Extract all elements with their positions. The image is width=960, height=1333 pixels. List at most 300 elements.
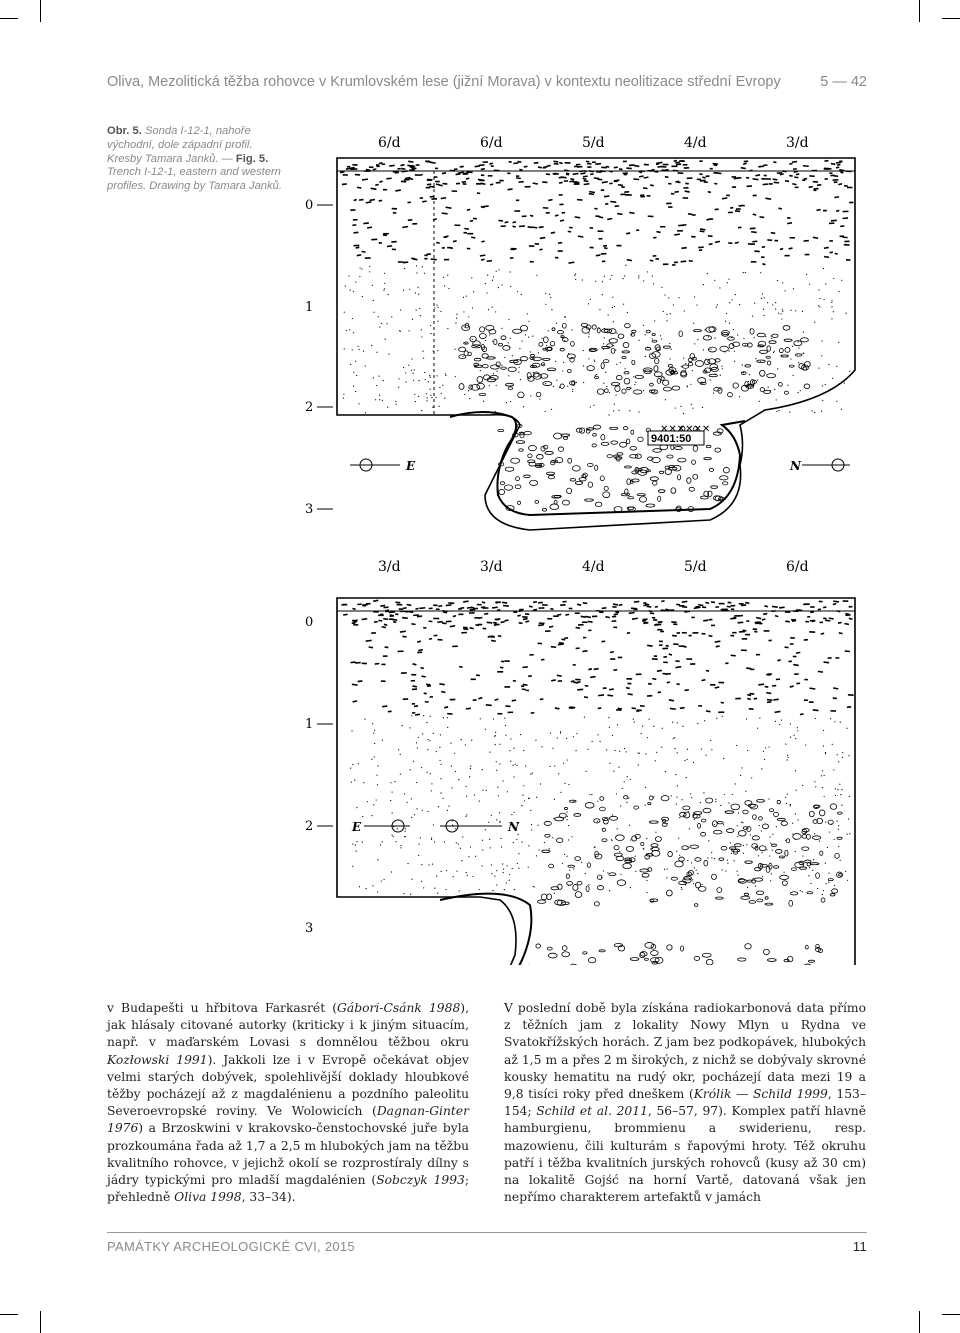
sediment-mark bbox=[510, 738, 511, 739]
sediment-mark bbox=[738, 831, 746, 837]
sediment-mark bbox=[774, 351, 775, 352]
sediment-mark bbox=[548, 200, 552, 201]
sediment-mark bbox=[427, 397, 428, 398]
sediment-mark bbox=[789, 248, 793, 249]
sediment-mark bbox=[810, 863, 819, 865]
sediment-mark bbox=[582, 279, 583, 280]
sediment-mark bbox=[714, 280, 715, 281]
sediment-mark bbox=[657, 670, 662, 671]
sediment-mark bbox=[754, 698, 757, 699]
sediment-mark bbox=[822, 787, 823, 788]
sediment-mark bbox=[430, 716, 431, 717]
sediment-mark bbox=[731, 853, 732, 854]
sediment-mark bbox=[601, 442, 609, 445]
sediment-mark bbox=[521, 805, 522, 806]
sediment-mark bbox=[605, 372, 606, 373]
sediment-mark bbox=[421, 767, 422, 768]
sediment-mark bbox=[430, 389, 431, 390]
sediment-mark bbox=[787, 757, 788, 758]
sediment-mark bbox=[406, 802, 407, 803]
sediment-mark bbox=[844, 382, 845, 383]
sediment-mark bbox=[566, 811, 567, 812]
sediment-mark bbox=[833, 278, 834, 279]
sediment-mark bbox=[752, 241, 757, 242]
sediment-mark bbox=[719, 858, 724, 861]
sediment-mark bbox=[743, 810, 748, 814]
sediment-mark bbox=[595, 375, 596, 376]
sediment-mark bbox=[615, 457, 622, 459]
sediment-mark bbox=[639, 411, 640, 412]
sediment-mark bbox=[622, 788, 623, 789]
sediment-mark bbox=[739, 304, 740, 305]
sediment-mark bbox=[498, 636, 501, 637]
sediment-mark bbox=[761, 852, 762, 853]
sediment-mark bbox=[560, 731, 561, 732]
sediment-mark bbox=[373, 600, 378, 601]
sediment-mark bbox=[482, 364, 488, 367]
sediment-mark bbox=[467, 209, 470, 210]
sediment-mark bbox=[352, 349, 353, 350]
sediment-mark bbox=[447, 275, 448, 276]
sediment-mark bbox=[656, 232, 660, 233]
sediment-mark bbox=[759, 350, 767, 353]
sediment-mark bbox=[780, 249, 783, 250]
sediment-mark bbox=[396, 404, 397, 405]
sediment-mark bbox=[741, 822, 742, 823]
sediment-mark bbox=[431, 397, 432, 398]
sediment-mark bbox=[634, 390, 642, 394]
sediment-mark bbox=[550, 341, 555, 345]
sediment-mark bbox=[448, 806, 449, 807]
sediment-mark bbox=[371, 815, 372, 816]
sediment-mark bbox=[672, 368, 673, 369]
sediment-mark bbox=[593, 405, 594, 406]
sediment-mark bbox=[493, 373, 494, 374]
sediment-mark bbox=[742, 364, 743, 365]
sediment-mark bbox=[430, 333, 431, 334]
sediment-mark bbox=[530, 215, 533, 216]
orientation-north bbox=[440, 820, 520, 834]
sediment-mark bbox=[357, 346, 358, 347]
sediment-mark bbox=[565, 614, 569, 615]
sediment-mark bbox=[834, 182, 838, 183]
sediment-mark bbox=[353, 291, 354, 292]
sediment-mark bbox=[787, 956, 792, 961]
sediment-mark bbox=[467, 875, 468, 876]
sediment-mark bbox=[405, 836, 406, 837]
sediment-mark bbox=[384, 288, 385, 289]
sediment-mark bbox=[785, 290, 786, 291]
sediment-mark bbox=[638, 275, 639, 276]
sediment-mark bbox=[363, 782, 364, 783]
sediment-mark bbox=[707, 857, 708, 858]
sediment-mark bbox=[605, 617, 609, 618]
sediment-mark bbox=[745, 365, 751, 367]
sediment-mark bbox=[492, 307, 493, 308]
sediment-mark bbox=[613, 410, 614, 411]
sediment-mark bbox=[523, 785, 524, 786]
sediment-mark bbox=[575, 217, 580, 218]
sediment-mark bbox=[678, 297, 679, 298]
sediment-mark bbox=[483, 401, 484, 402]
sediment-mark bbox=[840, 226, 844, 227]
sediment-mark bbox=[480, 370, 481, 371]
sediment-mark bbox=[463, 311, 464, 312]
sediment-mark bbox=[609, 727, 610, 728]
sediment-mark bbox=[468, 390, 469, 391]
sediment-mark bbox=[672, 722, 673, 723]
sediment-mark bbox=[706, 445, 711, 447]
sediment-mark bbox=[541, 894, 547, 900]
sediment-mark bbox=[790, 805, 791, 806]
sediment-mark bbox=[631, 430, 634, 434]
sediment-mark bbox=[534, 886, 535, 887]
sediment-mark bbox=[532, 227, 537, 228]
sediment-mark bbox=[683, 646, 687, 647]
sediment-mark bbox=[373, 732, 374, 733]
sediment-mark bbox=[352, 844, 353, 845]
sediment-mark bbox=[453, 241, 457, 242]
sediment-mark bbox=[600, 797, 604, 801]
sediment-mark bbox=[757, 899, 763, 902]
depth-label: 2 bbox=[305, 819, 314, 834]
sediment-mark bbox=[463, 297, 464, 298]
sediment-mark bbox=[814, 412, 815, 413]
sediment-mark bbox=[726, 829, 734, 833]
sediment-mark bbox=[767, 346, 771, 351]
sediment-mark bbox=[773, 866, 778, 869]
sediment-mark bbox=[714, 338, 715, 339]
sediment-mark bbox=[703, 808, 711, 813]
sediment-mark bbox=[612, 735, 613, 736]
sediment-mark bbox=[647, 606, 652, 607]
sediment-mark bbox=[421, 864, 422, 865]
column-label: 3/d bbox=[786, 135, 809, 151]
sediment-mark bbox=[678, 838, 679, 839]
sediment-mark bbox=[831, 306, 832, 307]
sediment-mark bbox=[564, 854, 565, 855]
sediment-mark bbox=[706, 671, 709, 672]
sediment-mark bbox=[418, 650, 423, 651]
sediment-mark bbox=[706, 798, 713, 803]
sediment-mark bbox=[757, 379, 758, 380]
sediment-mark bbox=[603, 870, 604, 871]
sediment-mark bbox=[763, 614, 767, 615]
sediment-mark bbox=[419, 308, 420, 309]
sediment-mark bbox=[759, 717, 760, 718]
sediment-mark bbox=[359, 276, 360, 277]
sediment-mark bbox=[790, 686, 794, 687]
sediment-mark bbox=[647, 645, 653, 646]
sediment-mark bbox=[582, 327, 590, 333]
sediment-mark bbox=[500, 667, 503, 668]
sediment-mark bbox=[667, 945, 672, 950]
sediment-mark bbox=[398, 387, 399, 388]
sediment-mark bbox=[509, 874, 510, 875]
sediment-mark bbox=[775, 711, 781, 712]
sediment-mark bbox=[466, 814, 467, 815]
sediment-mark bbox=[429, 740, 430, 741]
sediment-mark bbox=[787, 755, 788, 756]
sediment-mark bbox=[614, 853, 622, 856]
sediment-mark bbox=[416, 608, 419, 609]
sediment-mark bbox=[625, 489, 628, 495]
sediment-mark bbox=[572, 466, 580, 471]
sediment-mark bbox=[791, 868, 796, 871]
sediment-mark bbox=[398, 749, 399, 750]
sediment-mark bbox=[405, 828, 406, 829]
sediment-mark bbox=[488, 309, 489, 310]
sediment-mark bbox=[496, 819, 497, 820]
sediment-mark bbox=[518, 853, 519, 854]
sediment-mark bbox=[590, 299, 591, 300]
sediment-mark bbox=[756, 891, 764, 895]
sediment-mark bbox=[597, 734, 598, 735]
sediment-mark bbox=[847, 834, 848, 835]
sediment-mark bbox=[711, 486, 718, 489]
sediment-mark bbox=[713, 393, 714, 394]
sediment-mark bbox=[632, 618, 638, 619]
sediment-mark bbox=[802, 834, 807, 838]
sediment-mark bbox=[355, 391, 356, 392]
sediment-mark bbox=[715, 641, 721, 642]
sediment-mark bbox=[505, 735, 506, 736]
sediment-mark bbox=[439, 747, 440, 748]
sediment-mark bbox=[624, 275, 625, 276]
sediment-mark bbox=[437, 350, 438, 351]
sediment-mark bbox=[577, 604, 581, 605]
sediment-mark bbox=[510, 761, 511, 762]
crop-mark bbox=[919, 1311, 942, 1333]
text-run: , 33–34). bbox=[241, 1190, 296, 1205]
sediment-mark bbox=[477, 377, 483, 383]
sediment-mark bbox=[577, 689, 583, 690]
sediment-mark bbox=[551, 647, 556, 648]
sediment-mark bbox=[764, 315, 765, 316]
sediment-mark bbox=[656, 752, 657, 753]
sediment-mark bbox=[728, 350, 729, 351]
sediment-mark bbox=[602, 281, 603, 282]
sediment-mark bbox=[495, 699, 499, 700]
sediment-mark bbox=[737, 871, 738, 872]
sediment-mark bbox=[675, 192, 679, 193]
sediment-mark bbox=[489, 385, 490, 386]
sediment-mark bbox=[407, 605, 412, 606]
sediment-mark bbox=[568, 458, 572, 463]
sediment-mark bbox=[420, 837, 421, 838]
sediment-mark bbox=[439, 406, 440, 407]
sediment-mark bbox=[583, 952, 587, 954]
sediment-mark bbox=[403, 367, 404, 368]
sediment-mark bbox=[537, 454, 544, 459]
sediment-mark bbox=[741, 767, 742, 768]
sediment-mark bbox=[494, 876, 495, 877]
sediment-mark bbox=[704, 458, 712, 460]
sediment-mark bbox=[534, 372, 539, 377]
sediment-mark bbox=[809, 688, 815, 689]
sediment-mark bbox=[630, 887, 631, 888]
sediment-mark bbox=[413, 373, 414, 374]
sediment-mark bbox=[431, 783, 432, 784]
sediment-mark bbox=[554, 765, 555, 766]
figure-caption bbox=[107, 125, 287, 194]
sediment-mark bbox=[549, 626, 553, 627]
sediment-mark bbox=[409, 727, 410, 728]
sediment-mark bbox=[413, 664, 417, 665]
sediment-mark bbox=[558, 644, 564, 645]
sediment-mark bbox=[490, 847, 491, 848]
sediment-mark bbox=[696, 304, 697, 305]
sediment-mark bbox=[790, 358, 791, 359]
sediment-mark bbox=[481, 241, 484, 242]
sediment-mark bbox=[616, 375, 622, 380]
sediment-mark bbox=[714, 824, 715, 825]
sediment-mark bbox=[430, 325, 431, 326]
sediment-mark bbox=[562, 323, 566, 328]
sediment-mark bbox=[809, 811, 814, 816]
sediment-mark bbox=[688, 362, 692, 365]
sediment-mark bbox=[800, 714, 804, 715]
sediment-mark bbox=[400, 165, 404, 166]
sediment-mark bbox=[834, 839, 835, 840]
sediment-mark bbox=[624, 796, 628, 799]
sediment-mark bbox=[767, 959, 776, 962]
sediment-mark bbox=[716, 646, 720, 647]
sediment-mark bbox=[367, 227, 372, 228]
sediment-mark bbox=[838, 622, 842, 623]
text-run: ; přehledně bbox=[107, 1173, 469, 1205]
sediment-mark bbox=[609, 873, 616, 876]
sediment-mark bbox=[391, 316, 392, 317]
sediment-mark bbox=[416, 808, 417, 809]
sediment-mark bbox=[672, 386, 680, 390]
sediment-mark bbox=[681, 366, 682, 367]
sediment-mark bbox=[403, 893, 404, 894]
sediment-mark bbox=[562, 370, 563, 371]
svg-text:E: E bbox=[406, 459, 416, 473]
sediment-mark bbox=[514, 889, 515, 890]
sediment-mark bbox=[786, 803, 787, 804]
sediment-mark bbox=[470, 846, 471, 847]
sediment-mark bbox=[661, 338, 662, 339]
sediment-mark bbox=[677, 752, 678, 753]
sediment-mark bbox=[838, 825, 839, 826]
sediment-mark bbox=[823, 745, 824, 746]
sediment-mark bbox=[616, 364, 617, 365]
sediment-mark bbox=[353, 332, 354, 333]
sediment-mark bbox=[550, 609, 553, 610]
sediment-mark bbox=[539, 342, 543, 346]
profile-west bbox=[305, 559, 855, 965]
sediment-mark bbox=[763, 751, 764, 752]
sediment-mark bbox=[693, 446, 698, 452]
sediment-mark bbox=[588, 358, 589, 359]
sediment-mark bbox=[840, 860, 841, 861]
sediment-mark bbox=[566, 738, 567, 739]
sediment-mark bbox=[634, 384, 635, 385]
sediment-mark bbox=[530, 810, 531, 811]
sediment-mark bbox=[384, 624, 387, 625]
sediment-mark bbox=[516, 765, 517, 766]
sediment-mark bbox=[482, 602, 485, 603]
sediment-mark bbox=[373, 377, 374, 378]
sediment-mark bbox=[830, 894, 835, 896]
sediment-mark bbox=[572, 391, 573, 392]
orientation-east bbox=[351, 820, 410, 834]
sediment-mark bbox=[444, 398, 445, 399]
sediment-mark bbox=[351, 730, 352, 731]
sediment-mark bbox=[769, 341, 776, 344]
sediment-mark bbox=[447, 810, 448, 811]
sediment-mark bbox=[506, 882, 507, 883]
sediment-mark bbox=[400, 754, 401, 755]
sediment-mark bbox=[430, 377, 431, 378]
sediment-mark bbox=[763, 309, 764, 310]
sediment-mark bbox=[424, 372, 425, 373]
sediment-mark bbox=[713, 830, 722, 834]
sediment-mark bbox=[816, 873, 820, 879]
sediment-mark bbox=[379, 181, 382, 182]
sediment-mark bbox=[623, 342, 629, 347]
profile-outline bbox=[337, 598, 855, 965]
sediment-mark bbox=[601, 435, 605, 440]
sediment-mark bbox=[709, 374, 717, 376]
sediment-mark bbox=[814, 833, 815, 834]
sediment-mark bbox=[734, 860, 735, 861]
sediment-mark bbox=[443, 798, 444, 799]
sediment-mark bbox=[402, 636, 406, 637]
sediment-mark bbox=[575, 273, 576, 274]
sediment-mark bbox=[799, 867, 806, 869]
sediment-mark bbox=[849, 796, 850, 797]
sediment-mark bbox=[625, 265, 626, 266]
sediment-mark bbox=[542, 850, 550, 853]
sediment-mark bbox=[482, 840, 483, 841]
sediment-mark bbox=[604, 276, 605, 277]
sediment-mark bbox=[833, 180, 839, 181]
sediment-mark bbox=[778, 410, 779, 411]
sediment-mark bbox=[413, 380, 414, 381]
sediment-mark bbox=[772, 334, 778, 337]
sediment-mark bbox=[570, 707, 576, 708]
sediment-mark bbox=[680, 708, 685, 709]
sediment-mark bbox=[762, 264, 765, 265]
sediment-mark bbox=[484, 412, 485, 413]
sediment-mark bbox=[528, 454, 532, 458]
sediment-mark bbox=[436, 242, 439, 243]
sediment-mark bbox=[529, 357, 530, 358]
sediment-mark bbox=[430, 162, 436, 163]
text-run: ) a Brzoskwini v krakovsko-čenstochovské juře byla prozkoumána řada až 1,7 a 2,5 m hlubokých jam na těžbu kvalitního rohovce, v jejichž okolí se rozprostíraly dílny s jádry typickými pro mladší magdalénien ( bbox=[107, 1121, 469, 1188]
sediment-mark bbox=[839, 633, 843, 634]
sediment-mark bbox=[692, 408, 693, 409]
sediment-mark bbox=[434, 841, 435, 842]
sediment-mark bbox=[573, 868, 574, 869]
sediment-mark bbox=[769, 809, 773, 812]
sediment-mark bbox=[838, 184, 842, 185]
sediment-mark bbox=[441, 871, 442, 872]
sediment-mark bbox=[499, 489, 505, 494]
sediment-mark bbox=[548, 953, 557, 958]
sediment-mark bbox=[727, 863, 728, 864]
sediment-mark bbox=[394, 781, 395, 782]
sediment-mark bbox=[583, 178, 587, 179]
sediment-mark bbox=[502, 863, 503, 864]
sediment-mark bbox=[441, 692, 445, 693]
sediment-mark bbox=[777, 660, 780, 661]
sediment-mark bbox=[787, 794, 788, 795]
sediment-mark bbox=[722, 716, 723, 717]
